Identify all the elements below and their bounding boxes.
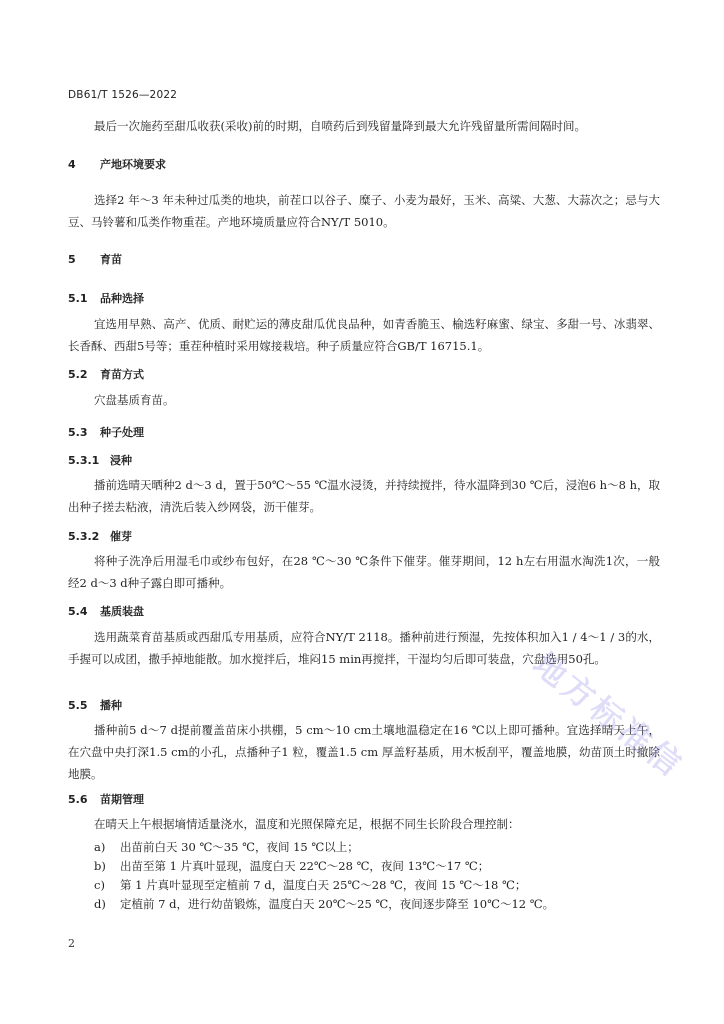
clause-number: 5.1 bbox=[68, 292, 88, 305]
section-5-heading bbox=[68, 251, 122, 267]
clause-number: 5.5 bbox=[68, 699, 88, 712]
clause-5-1-text: 宜选用早熟、高产、优质、耐贮运的薄皮甜瓜优良品种，如青香脆玉、榆选籽麻蜜、绿宝、多甜一号、冰翡翠、长香酥、西甜5号等；重茬种植时采用嫁接栽培。种子质量应符合GB/T 16715.1。 bbox=[68, 317, 660, 353]
clause-5-6-text: 在晴天上午根据墒情适量浇水，温度和光照保障充足，根据不同生长阶段合理控制： bbox=[94, 817, 520, 831]
clause-5-1-heading bbox=[68, 290, 144, 306]
clause-number: 5.4 bbox=[68, 605, 88, 618]
watermark: 地方标准信 bbox=[525, 644, 692, 786]
clause-title: 苗期管理 bbox=[100, 793, 144, 806]
clause-title: 基质装盘 bbox=[100, 605, 144, 618]
clause-5-3-1-text: 播前选晴天晒种2 d～3 d，置于50℃～55 ℃温水浸烫，并持续搅拌，待水温降到30 ℃后，浸泡6 h～8 h，取出种子搓去粘液，清洗后装入纱网袋，沥干催芽。 bbox=[68, 478, 660, 514]
document-code: DB61/T 1526—2022 bbox=[68, 89, 178, 101]
clause-title: 育苗方式 bbox=[100, 368, 144, 381]
list-item bbox=[94, 837, 660, 857]
section-number: 5 bbox=[68, 253, 76, 266]
clause-5-2-heading bbox=[68, 366, 144, 382]
clause-5-4-heading bbox=[68, 603, 144, 619]
section-number: 4 bbox=[68, 158, 76, 171]
list-item bbox=[94, 856, 660, 876]
list-item-label: d) bbox=[94, 897, 106, 911]
clause-title: 浸种 bbox=[110, 454, 132, 467]
clause-5-3-1-heading bbox=[68, 452, 132, 468]
clause-number: 5.6 bbox=[68, 793, 88, 806]
list-item-text: 出苗前白天 30 ℃～35 ℃，夜间 15 ℃以上； bbox=[120, 840, 359, 854]
list-item bbox=[94, 875, 660, 895]
section-title: 育苗 bbox=[100, 253, 122, 266]
clause-5-3-2-text: 将种子洗净后用湿毛巾或纱布包好，在28 ℃～30 ℃条件下催芽。催芽期间，12 h左右用温水淘洗1次，一般经2 d～3 d种子露白即可播种。 bbox=[68, 554, 660, 590]
clause-number: 5.2 bbox=[68, 368, 88, 381]
list-item-text: 出苗至第 1 片真叶显现，温度白天 22℃～28 ℃，夜间 13℃～17 ℃； bbox=[120, 859, 490, 873]
clause-number: 5.3.1 bbox=[68, 454, 100, 467]
clause-5-4-text: 选用蔬菜育苗基质或西甜瓜专用基质，应符合NY/T 2118。播种前进行预湿，先按体积加入1 / 4～1 / 3的水，手握可以成团，撒手掉地能散。加水搅拌后，堆闷15 min再搅拌，干湿均匀后即可装盘，穴盘选用50孔。 bbox=[68, 630, 660, 666]
clause-title: 种子处理 bbox=[100, 426, 144, 439]
page-number: 2 bbox=[68, 937, 75, 950]
list-item bbox=[94, 894, 660, 914]
section-4-text: 选择2 年～3 年未种过瓜类的地块，前茬口以谷子、糜子、小麦为最好，玉米、高粱、大葱、大蒜次之；忌与大豆、马铃薯和瓜类作物重茬。产地环境质量应符合NY/T 5010。 bbox=[68, 193, 660, 229]
clause-number: 5.3 bbox=[68, 426, 88, 439]
list-item-text: 第 1 片真叶显现至定植前 7 d，温度白天 25℃～28 ℃，夜间 15 ℃～18 ℃； bbox=[120, 878, 527, 892]
clause-5-5-text: 播种前5 d～7 d提前覆盖苗床小拱棚，5 cm～10 cm土壤地温稳定在16 ℃以上即可播种。宜选择晴天上午，在穴盘中央打深1.5 cm的小孔，点播种子1 粒，覆盖1.5 cm 厚盖籽基质，用木板刮平，覆盖地膜，幼苗顶土时撤除地膜。 bbox=[68, 723, 660, 781]
clause-5-3-heading bbox=[68, 424, 144, 440]
clause-5-3-2-heading bbox=[68, 528, 132, 544]
intro-paragraph: 最后一次施药至甜瓜收获(采收)前的时期，自喷药后到残留量降到最大允许残留量所需间隔时间。 bbox=[94, 119, 586, 133]
clause-5-5-heading bbox=[68, 697, 122, 713]
section-title: 产地环境要求 bbox=[100, 158, 166, 171]
list-item-label: c) bbox=[94, 878, 105, 892]
clause-title: 品种选择 bbox=[100, 292, 144, 305]
list-item-text: 定植前 7 d，进行幼苗锻炼，温度白天 20℃～25 ℃，夜间逐步降至 10℃～12 ℃。 bbox=[120, 897, 555, 911]
clause-number: 5.3.2 bbox=[68, 530, 100, 543]
section-4-heading bbox=[68, 156, 166, 172]
clause-title: 催芽 bbox=[110, 530, 132, 543]
list-item-label: b) bbox=[94, 859, 106, 873]
clause-title: 播种 bbox=[100, 699, 122, 712]
clause-5-6-heading bbox=[68, 791, 144, 807]
list-item-label: a) bbox=[94, 840, 106, 854]
clause-5-2-text: 穴盘基质育苗。 bbox=[94, 393, 175, 407]
